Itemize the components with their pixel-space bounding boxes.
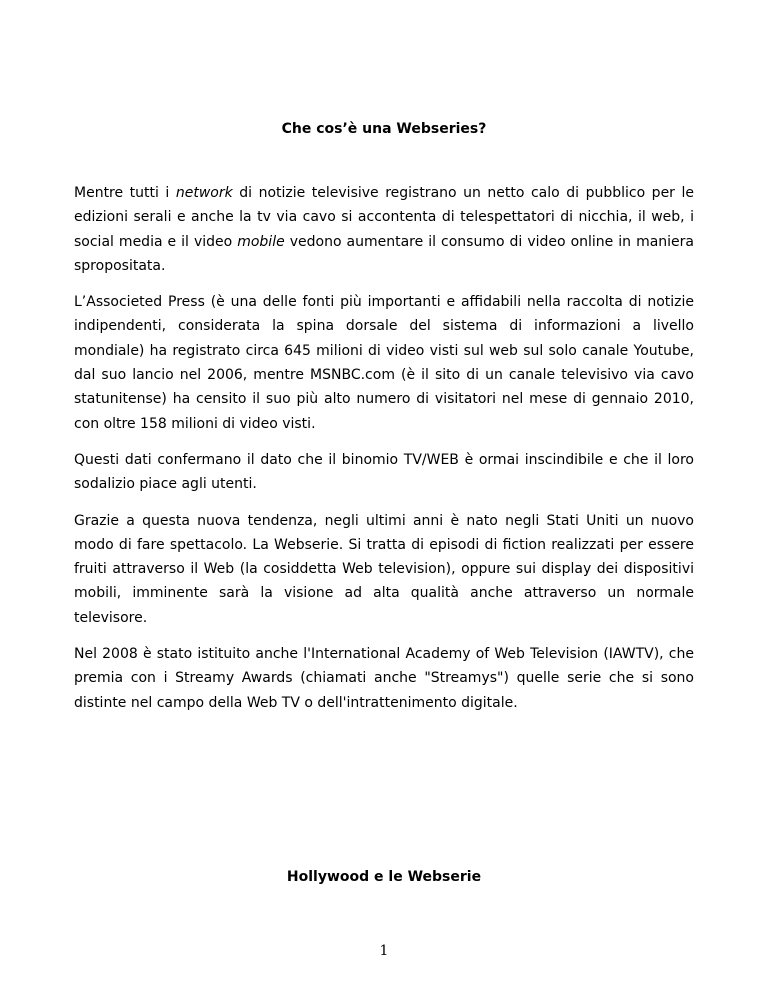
section-heading: Hollywood e le Webserie [286,869,482,885]
paragraph [74,290,694,436]
paragraph-text: L’Associeted Press (è una delle fonti più importanti e affidabili nella raccolta di notizie indipendenti, considerata la spina dorsale del sistema di informazioni a livello mondiale) ha registrato circa 645 milioni di video visti sul web sul solo canale Youtube, dal suo lancio nel 2006, mentre MSNBC.com (è il sito di un canale televisivo via cavo statunitense) ha censito il suo più alto numero di visitatori nel mese di gennaio 2010, con oltre 158 milioni di video visti. [74,294,694,432]
document-body [74,181,694,727]
paragraph-text: Mentre tutti i [74,185,176,201]
paragraph [74,181,694,278]
paragraph [74,509,694,630]
paragraph-text: Nel 2008 è stato istituito anche l'International Academy of Web Television (IAWTV), che premia con i Streamy Awards (chiamati anche "Streamys") quelle serie che si sono distinte nel campo della Web TV o dell'intrattenimento digitale. [74,646,694,711]
paragraph [74,642,694,715]
paragraph-text: Grazie a questa nuova tendenza, negli ultimi anni è nato negli Stati Uniti un nuovo modo di fare spettacolo. La Webserie. Si tratta di episodi di fiction realizzati per essere fruiti attraverso il Web (la cosiddetta Web television), oppure sui display dei dispositivi mobili, imminente sarà la visione ad alta qualità anche attraverso un normale televisore. [74,512,694,626]
paragraph-text: di notizie televisive registrano un netto calo di pubblico per le edizioni serali e anche la tv via cavo si accontenta di telespettatori di nicchia, il web, i social media e il video [74,185,694,250]
paragraph-text: Questi dati confermano il dato che il binomio TV/WEB è ormai inscindibile e che il loro sodalizio piace agli utenti. [74,451,694,493]
page-title: Che cos’è una Webseries? [281,121,487,137]
paragraph [74,448,694,497]
emphasized-text: mobile [237,233,285,250]
paragraph-text: vedono aumentare il consumo di video online in maniera spropositata. [74,233,694,274]
page-number: 1 [379,943,389,959]
emphasized-text: network [175,185,233,201]
